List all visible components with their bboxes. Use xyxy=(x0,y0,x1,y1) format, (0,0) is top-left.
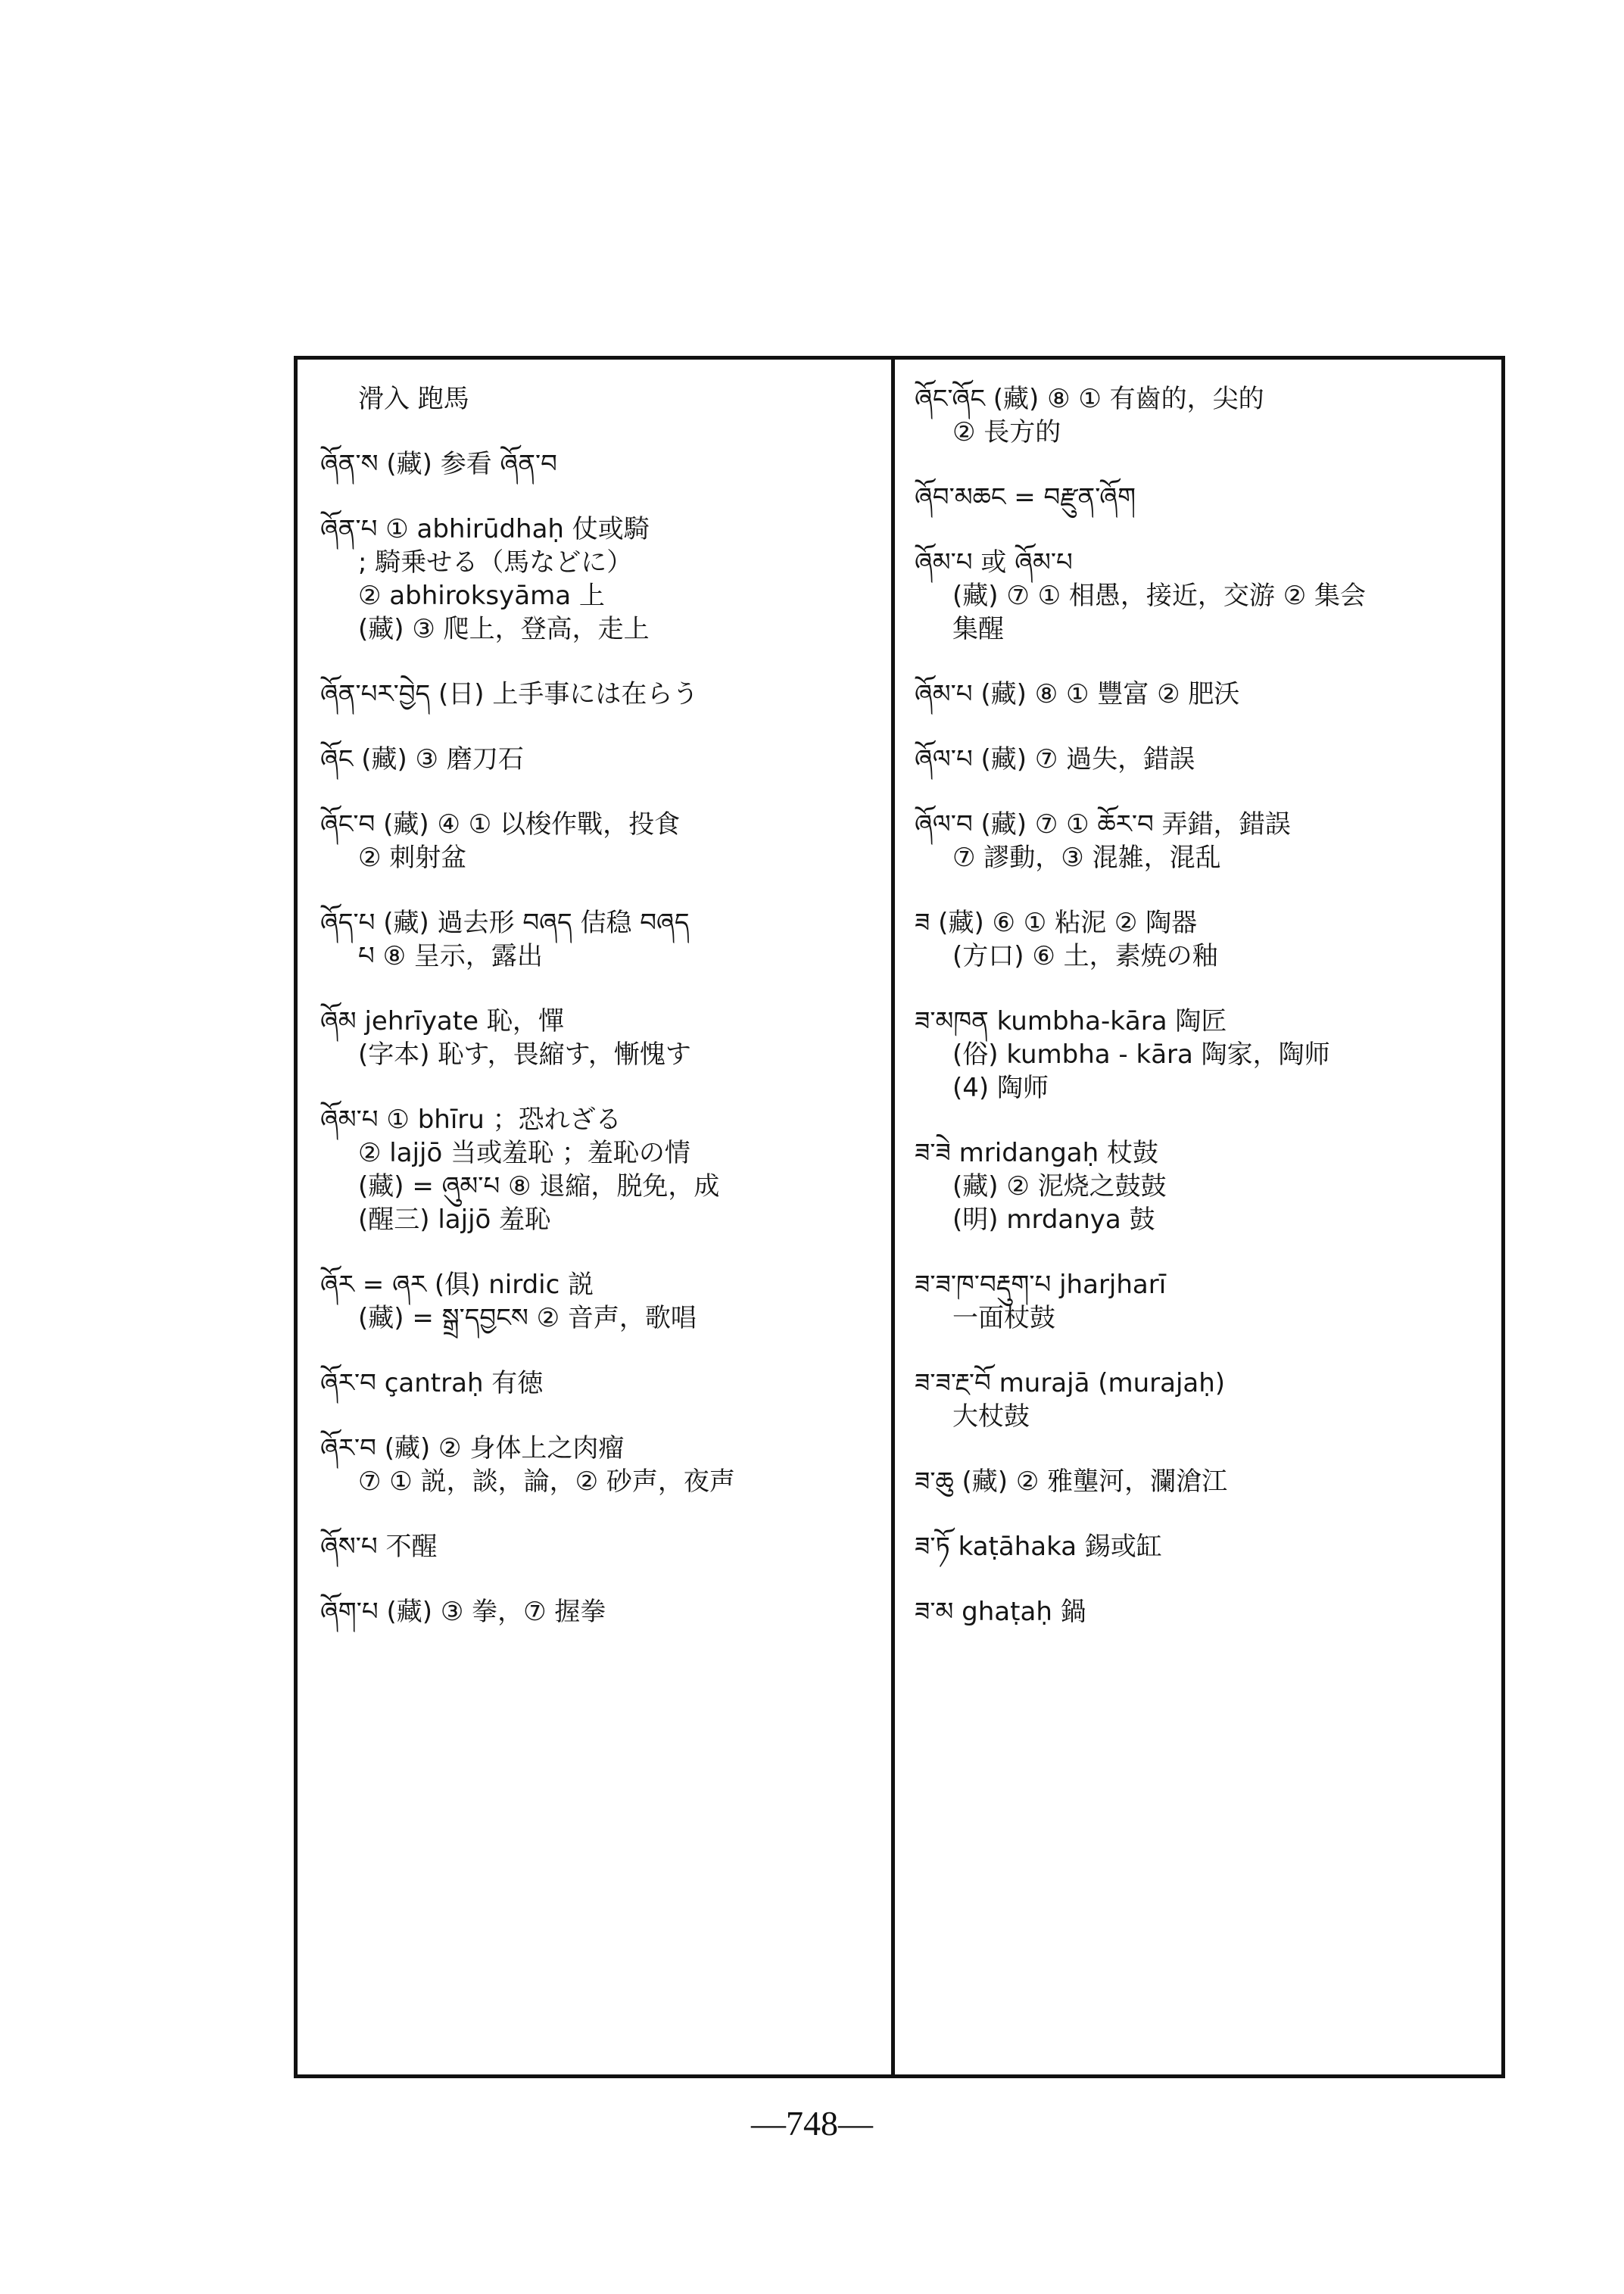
dictionary-entry-line: ; 騎乗せる（馬などに） xyxy=(358,547,633,578)
dictionary-entry-line: ཟ་ཟ་ཁ་བརྡུག་པ jharjharī xyxy=(915,1270,1167,1300)
dictionary-entry-line: ཞོལ་པ (藏) ⑦ 過失，錯誤 xyxy=(915,744,1195,775)
dictionary-entry-line: (俗) kumbha - kāra 陶家，陶师 xyxy=(952,1039,1330,1070)
dictionary-entry-line: ཞོད་པ (藏) 過去形 བཞད 佶稳 བཞད xyxy=(320,908,690,938)
dictionary-entry-line: 集醒 xyxy=(952,614,1004,644)
dictionary-entry-line: (藏) = སྒྲ་དབྱངས ② 音声，歌唱 xyxy=(358,1303,697,1333)
dictionary-entry-line: ② 長方的 xyxy=(952,417,1061,447)
dictionary-entry-line: ཟ་ཟེ mridangaḥ 杖鼓 xyxy=(915,1138,1158,1168)
dictionary-entry-line: ཟ་ཆུ (藏) ② 雅壟河，瀾滄江 xyxy=(915,1466,1228,1497)
dictionary-entry-line: (4) 陶师 xyxy=(952,1073,1049,1103)
dictionary-entry-line: ཞོབ་མཆང = བརྫུན་ཞོག xyxy=(915,482,1136,513)
page-number: —748— xyxy=(751,2104,873,2143)
dictionary-entry-line: (藏) ② 泥烧之鼓鼓 xyxy=(952,1171,1167,1202)
dictionary-entry-line: (字本) 恥す，畏縮す，慚愧す xyxy=(358,1039,691,1070)
left-column xyxy=(320,382,881,1629)
dictionary-entry-line: ② abhiroksyāma 上 xyxy=(358,581,605,611)
dictionary-entry-line: ② 刺射盆 xyxy=(358,843,467,873)
dictionary-entry-line: ཞོམ་པ ① bhīru ；恐れざる xyxy=(320,1105,622,1135)
dictionary-entry-line: ཟ་མཁན kumbha-kāra 陶匠 xyxy=(915,1006,1227,1036)
dictionary-entry-line: ཞོམ་པ (藏) ⑧ ① 豐富 ② 肥沃 xyxy=(915,679,1240,709)
dictionary-entry-line: ② lajjō 当或羞恥 ；羞恥の情 xyxy=(358,1138,690,1168)
dictionary-entry-line: ཟ (藏) ⑥ ① 粘泥 ② 陶器 xyxy=(915,908,1198,938)
dictionary-entry-line: ཞོང (藏) ③ 磨刀石 xyxy=(320,744,524,775)
right-column xyxy=(915,382,1498,1629)
dictionary-entry-line: ཞོས་པ 不醒 xyxy=(320,1532,438,1562)
dictionary-entry-line: ཞོར = ཞར (俱) nirdic 説 xyxy=(320,1270,594,1300)
dictionary-entry-line: ཟ་ཏོ kaṭāhaka 錫或缸 xyxy=(915,1532,1162,1562)
dictionary-entry-line: ⑦ ① 説，談，論，② 砂声，夜声 xyxy=(358,1466,735,1497)
dictionary-entry-line: (明) mrdanya 鼓 xyxy=(952,1205,1155,1235)
dictionary-entry-line: 滑入 跑馬 xyxy=(358,384,469,414)
dictionary-entry-line: (藏) ③ 爬上，登高，走上 xyxy=(358,614,650,644)
dictionary-entry-line: ཞོར་བ (藏) ② 身体上之肉瘤 xyxy=(320,1433,625,1463)
dictionary-entry-line: 大杖鼓 xyxy=(952,1401,1030,1432)
dictionary-entry-line: པ ⑧ 呈示，露出 xyxy=(358,941,543,971)
dictionary-entry-line: (藏) ⑦ ① 相愚，接近，交游 ② 集会 xyxy=(952,581,1367,611)
dictionary-entry-line: ཟ་ཟ་རྔ་བོ murajā (murajaḥ) xyxy=(915,1368,1226,1398)
dictionary-entry-line: ཞོལ་བ (藏) ⑦ ① ཆོར་བ 弄錯，錯誤 xyxy=(915,809,1291,840)
dictionary-entry-line: (醒三) lajjō 羞恥 xyxy=(358,1205,551,1235)
dictionary-entry-line: ཞོན་ས (藏) 参看 ཞོན་བ xyxy=(320,449,557,479)
dictionary-entry-line: 一面杖鼓 xyxy=(952,1303,1055,1333)
dictionary-entry-line: ཞོག་པ (藏) ③ 拳，⑦ 握拳 xyxy=(320,1597,606,1627)
dictionary-entry-line: ཞོང་ཞོང (藏) ⑧ ① 有齒的，尖的 xyxy=(915,384,1264,414)
dictionary-entry-line: (方口) ⑥ 土，素焼の釉 xyxy=(952,941,1218,971)
dictionary-entry-line: ཞོར་བ çantraḥ 有徳 xyxy=(320,1368,544,1398)
dictionary-table-frame xyxy=(294,356,1505,2078)
dictionary-entry-line: ཞོན་པ ① abhirūdhaḥ 仗或騎 xyxy=(320,514,650,544)
column-divider xyxy=(891,360,895,2074)
dictionary-entry-line: (藏) = ཞུམ་པ ⑧ 退縮，脱免，成 xyxy=(358,1171,720,1202)
dictionary-entry-line: ཟ་མ ghaṭaḥ 鍋 xyxy=(915,1597,1086,1627)
dictionary-entry-line: ཞོམ་པ 或 ཞོམ་པ xyxy=(915,547,1073,578)
dictionary-entry-line: ཞོང་བ (藏) ④ ① 以梭作戰，投食 xyxy=(320,809,681,840)
dictionary-entry-line: ཞོམ jehrīyate 恥，憚 xyxy=(320,1006,564,1036)
dictionary-entry-line: ཞོན་པར་བྱེད (日) 上手事には在らう xyxy=(320,679,699,709)
dictionary-entry-line: ⑦ 謬動，③ 混雑，混乱 xyxy=(952,843,1221,873)
